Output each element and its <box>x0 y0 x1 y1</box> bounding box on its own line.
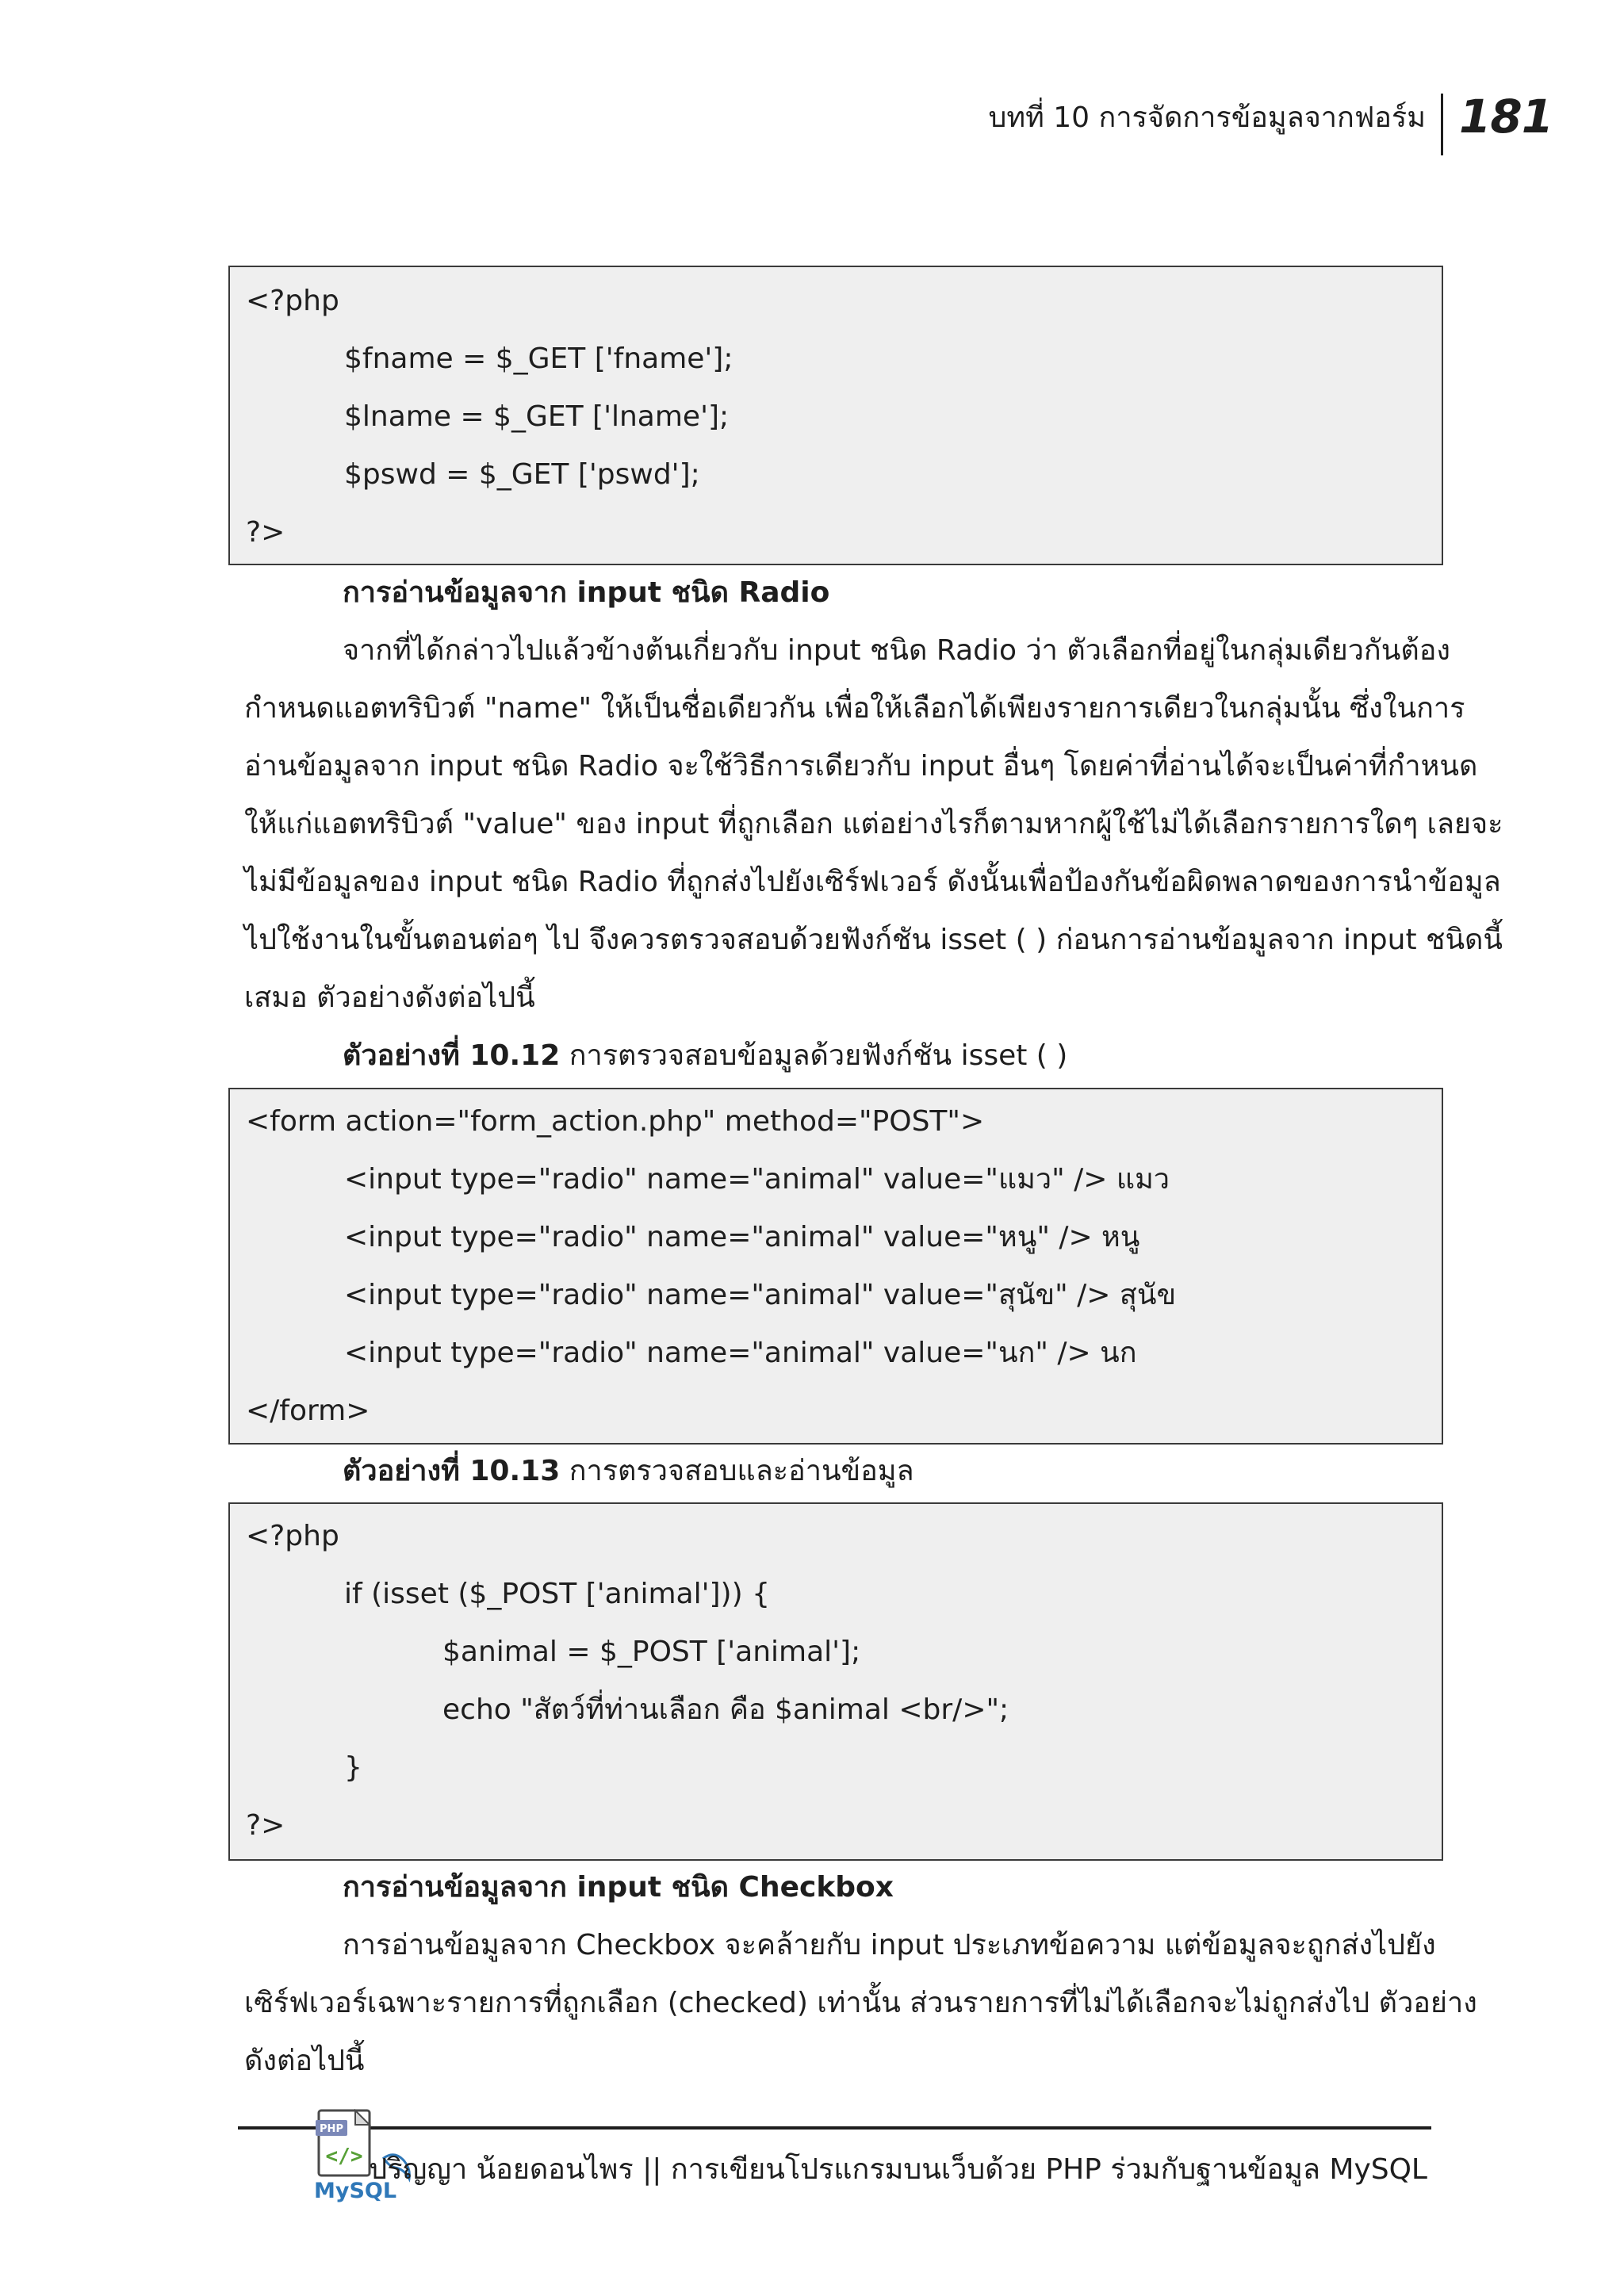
code-line: <?php <box>246 285 339 317</box>
code-line: ?> <box>246 516 285 549</box>
code-line: $animal = $_POST ['animal']; <box>442 1636 861 1668</box>
paragraph-line: ให้แก่แอตทริบิวต์ "value" ของ input ที่ถูกเลือก แต่อย่างไรก็ตามหากผู้ใช้ไม่ได้เลือกรายการใดๆ เลยจะ <box>244 808 1503 840</box>
example-label: ตัวอย่างที่ 10.13 <box>343 1455 561 1487</box>
example-label: ตัวอย่างที่ 10.12 <box>343 1039 561 1072</box>
code-line: <input type="radio" name="animal" value="สุนัข" /> สุนัข <box>344 1279 1177 1311</box>
example-caption <box>343 1027 1427 1085</box>
paragraph-line: อ่านข้อมูลจาก input ชนิด Radio จะใช้วิธีการเดียวกับ input อื่นๆ โดยค่าที่อ่านได้จะเป็นค่าที่กำหนด <box>244 750 1478 783</box>
code-line: echo "สัตว์ที่ท่านเลือก คือ $animal <br/>"; <box>442 1693 1009 1726</box>
paragraph-line: ดังต่อไปนี้ <box>244 2045 365 2077</box>
paragraph-line: ไม่มีข้อมูลของ input ชนิด Radio ที่ถูกส่งไปยังเซิร์ฟเวอร์ ดังนั้นเพื่อป้องกันข้อผิดพลาดของการนำข้อมูล <box>244 866 1501 898</box>
code-line: <form action="form_action.php" method="POST"> <box>246 1105 985 1138</box>
code-line: $lname = $_GET ['lname']; <box>344 400 730 433</box>
svg-text:MySQL: MySQL <box>314 2179 397 2203</box>
paragraph-line: กำหนดแอตทริบิวต์ "name" ให้เป็นชื่อเดียวกัน เพื่อให้เลือกได้เพียงรายการเดียวในกลุ่มนั้น ซึ่งในการ <box>244 692 1465 725</box>
code-line: </form> <box>246 1395 370 1427</box>
code-line: if (isset ($_POST ['animal'])) { <box>344 1578 770 1610</box>
section-heading-radio: การอ่านข้อมูลจาก input ชนิด Radio <box>343 576 830 609</box>
code-block-form <box>228 1088 1443 1445</box>
code-block-get <box>228 266 1443 565</box>
page-number: 181 <box>1459 90 1553 144</box>
section-heading-checkbox: การอ่านข้อมูลจาก input ชนิด Checkbox <box>343 1871 894 1904</box>
code-line: $fname = $_GET ['fname']; <box>344 342 733 375</box>
code-block-isset <box>228 1502 1443 1861</box>
chapter-title: บทที่ 10 การจัดการข้อมูลจากฟอร์ม <box>988 101 1426 134</box>
code-line: $pswd = $_GET ['pswd']; <box>344 458 700 491</box>
paragraph-line: จากที่ได้กล่าวไปแล้วข้างต้นเกี่ยวกับ input ชนิด Radio ว่า ตัวเลือกที่อยู่ในกลุ่มเดียวกันต้อง <box>343 634 1450 667</box>
code-line: <input type="radio" name="animal" value="นก" /> นก <box>344 1337 1137 1369</box>
code-line: <input type="radio" name="animal" value="หนู" /> หนู <box>344 1221 1140 1253</box>
code-line: ?> <box>246 1809 285 1842</box>
example-text: การตรวจสอบและอ่านข้อมูล <box>560 1455 914 1487</box>
svg-text:</>: </> <box>325 2145 363 2168</box>
paragraph-line: การอ่านข้อมูลจาก Checkbox จะคล้ายกับ input ประเภทข้อความ แต่ข้อมูลจะถูกส่งไปยัง <box>343 1929 1436 1961</box>
paragraph-line: เสมอ ตัวอย่างดังต่อไปนี้ <box>244 982 535 1014</box>
example-text: การตรวจสอบข้อมูลด้วยฟังก์ชัน isset ( ) <box>560 1039 1068 1072</box>
footer-author-title: ปริญญา น้อยดอนไพร || การเขียนโปรแกรมบนเว็บด้วย PHP ร่วมกับฐานข้อมูล MySQL <box>369 2153 1427 2186</box>
svg-text:PHP: PHP <box>320 2123 343 2135</box>
example-caption <box>343 1442 1427 1500</box>
header-divider <box>1441 94 1443 155</box>
paragraph-line: ไปใช้งานในขั้นตอนต่อๆ ไป จึงควรตรวจสอบด้วยฟังก์ชัน isset ( ) ก่อนการอ่านข้อมูลจาก input ชนิดนี้ <box>244 924 1503 956</box>
paragraph-line: เซิร์ฟเวอร์เฉพาะรายการที่ถูกเลือก (checked) เท่านั้น ส่วนรายการที่ไม่ได้เลือกจะไม่ถูกส่งไป ตัวอย่าง <box>244 1987 1477 2019</box>
code-line: } <box>344 1751 362 1784</box>
code-line: <input type="radio" name="animal" value="แมว" /> แมว <box>344 1163 1170 1196</box>
code-line: <?php <box>246 1520 339 1552</box>
